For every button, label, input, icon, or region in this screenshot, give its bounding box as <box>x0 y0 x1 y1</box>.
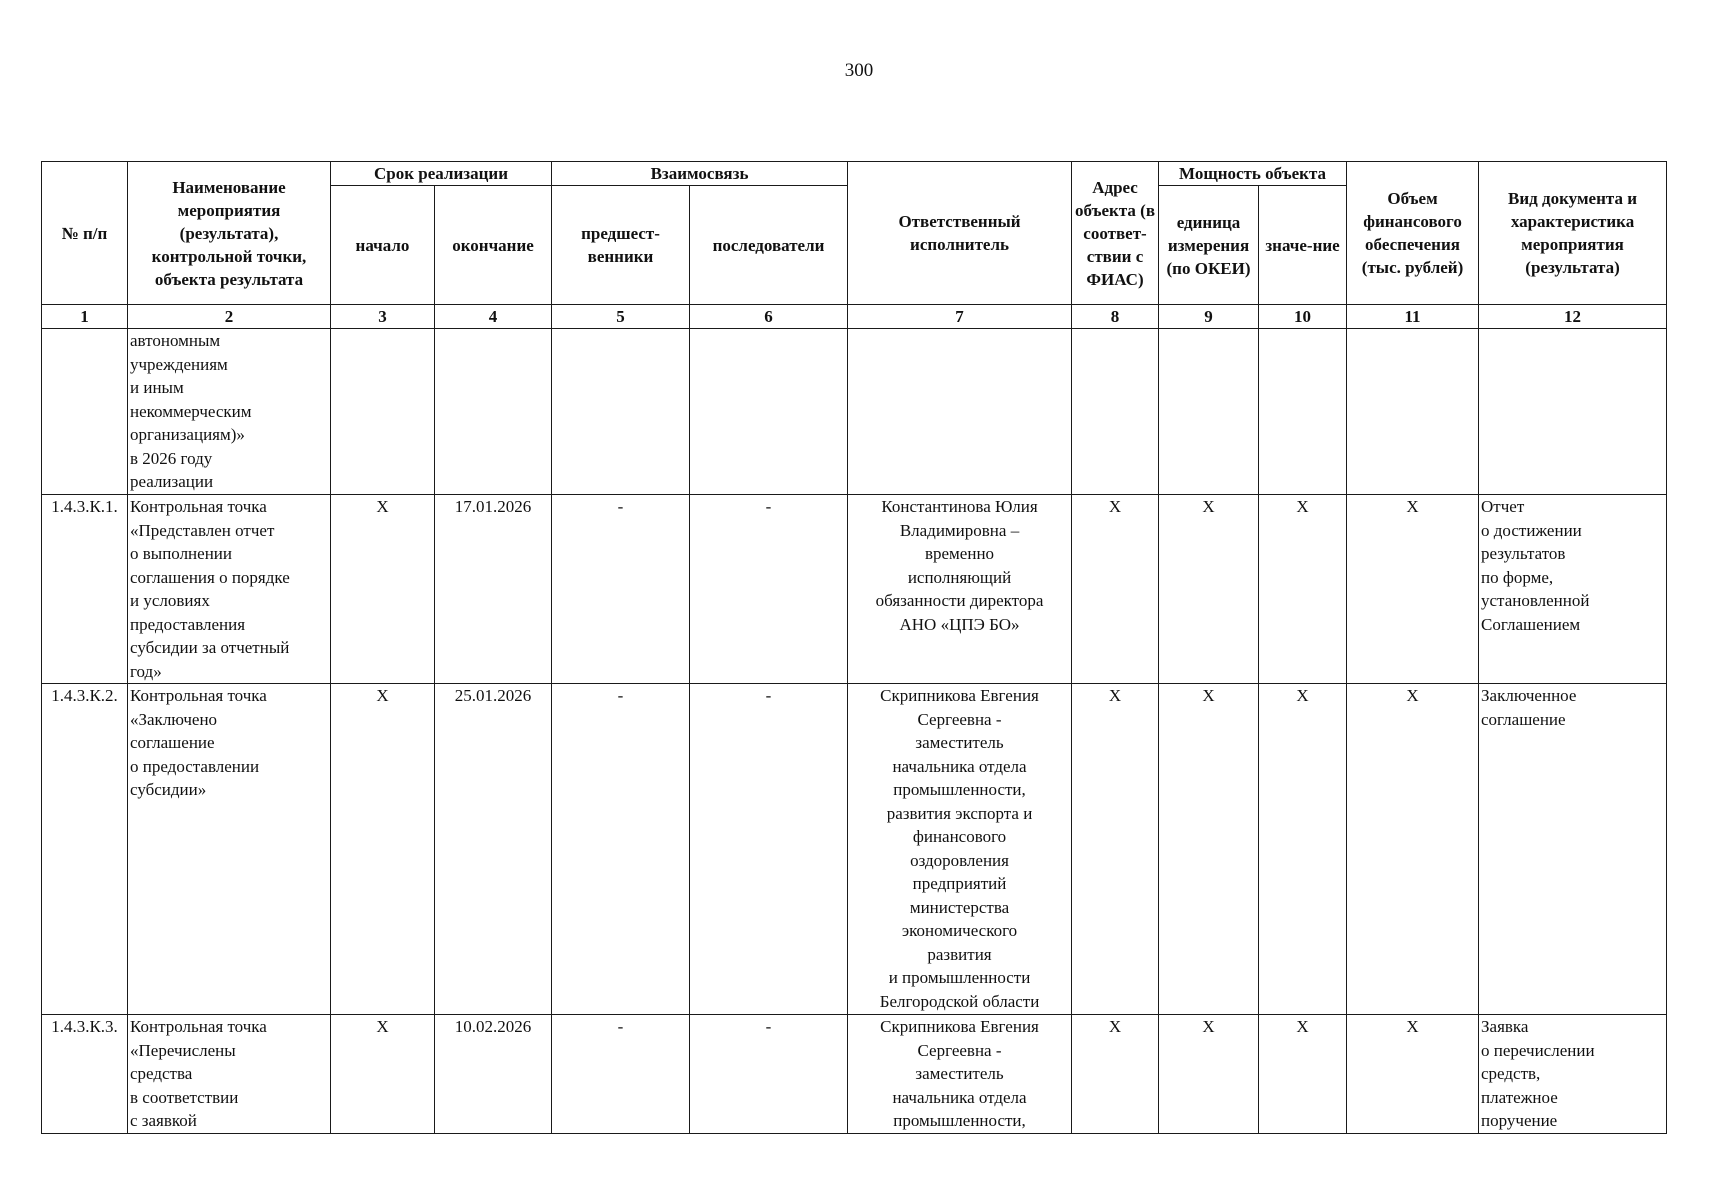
row-start: X <box>331 684 435 1015</box>
column-number: 8 <box>1072 305 1159 329</box>
row-num: 1.4.3.К.2. <box>42 684 128 1015</box>
row-successors: - <box>690 684 848 1015</box>
header-doc-type: Вид документа и характеристика мероприятия (результата) <box>1479 162 1667 305</box>
row-start: X <box>331 495 435 684</box>
table-header <box>42 162 1667 329</box>
header-predecessors: предшест-венники <box>552 186 690 305</box>
column-number: 3 <box>331 305 435 329</box>
row-finance: X <box>1347 684 1479 1015</box>
row-address: X <box>1072 495 1159 684</box>
row-value <box>1259 329 1347 495</box>
column-number: 12 <box>1479 305 1667 329</box>
column-number: 11 <box>1347 305 1479 329</box>
table-row <box>42 495 1667 684</box>
header-term-group: Срок реализации <box>331 162 552 186</box>
column-number: 1 <box>42 305 128 329</box>
header-capacity-group: Мощность объекта <box>1159 162 1347 186</box>
header-start: начало <box>331 186 435 305</box>
header-responsible: Ответственный исполнитель <box>848 162 1072 305</box>
column-number: 5 <box>552 305 690 329</box>
column-number: 9 <box>1159 305 1259 329</box>
row-doc-type: Заключенное соглашение <box>1479 684 1667 1015</box>
row-unit: X <box>1159 495 1259 684</box>
row-predecessors: - <box>552 1015 690 1134</box>
row-responsible: Скрипникова Евгения Сергеевна - заместитель начальника отдела промышленности, <box>848 1015 1072 1134</box>
row-doc-type: Отчет о достижении результатов по форме, установленной Соглашением <box>1479 495 1667 684</box>
table-body <box>42 329 1667 1134</box>
table-row <box>42 1015 1667 1134</box>
row-finance: X <box>1347 495 1479 684</box>
row-responsible <box>848 329 1072 495</box>
row-value: X <box>1259 684 1347 1015</box>
header-num: № п/п <box>42 162 128 305</box>
row-address: X <box>1072 1015 1159 1134</box>
column-number: 7 <box>848 305 1072 329</box>
row-name: Контрольная точка «Перечислены средства в соответствии с заявкой <box>128 1015 331 1134</box>
column-number: 2 <box>128 305 331 329</box>
header-successors: последователи <box>690 186 848 305</box>
row-end: 10.02.2026 <box>435 1015 552 1134</box>
row-num <box>42 329 128 495</box>
row-end: 25.01.2026 <box>435 684 552 1015</box>
row-successors <box>690 329 848 495</box>
row-end <box>435 329 552 495</box>
row-name: Контрольная точка «Заключено соглашение о предоставлении субсидии» <box>128 684 331 1015</box>
row-predecessors: - <box>552 495 690 684</box>
row-responsible: Константинова Юлия Владимировна – временно исполняющий обязанности директора АНО «ЦПЭ БО» <box>848 495 1072 684</box>
row-doc-type <box>1479 329 1667 495</box>
row-num: 1.4.3.К.1. <box>42 495 128 684</box>
row-unit: X <box>1159 684 1259 1015</box>
row-unit: X <box>1159 1015 1259 1134</box>
row-finance: X <box>1347 1015 1479 1134</box>
row-address <box>1072 329 1159 495</box>
row-start: X <box>331 1015 435 1134</box>
column-number: 6 <box>690 305 848 329</box>
row-name: Контрольная точка «Представлен отчет о выполнении соглашения о порядке и условиях предоставления субсидии за отчетный год» <box>128 495 331 684</box>
header-finance: Объем финансового обеспечения (тыс. рублей) <box>1347 162 1479 305</box>
page-number: 300 <box>844 60 874 81</box>
column-number: 10 <box>1259 305 1347 329</box>
row-predecessors: - <box>552 684 690 1015</box>
row-address: X <box>1072 684 1159 1015</box>
row-start <box>331 329 435 495</box>
header-link-group: Взаимосвязь <box>552 162 848 186</box>
row-value: X <box>1259 1015 1347 1134</box>
header-address: Адрес объекта (в соответ-ствии с ФИАС) <box>1072 162 1159 305</box>
header-value: значе-ние <box>1259 186 1347 305</box>
header-name: Наименование мероприятия (результата), контрольной точки, объекта результата <box>128 162 331 305</box>
column-number: 4 <box>435 305 552 329</box>
table-row <box>42 684 1667 1015</box>
row-responsible: Скрипникова Евгения Сергеевна - заместитель начальника отдела промышленности, развития экспорта и финансового оздоровления предприятий министерства экономического развития и промышленности Белгородской области <box>848 684 1072 1015</box>
header-unit: единица измерения (по ОКЕИ) <box>1159 186 1259 305</box>
row-successors: - <box>690 495 848 684</box>
header-end: окончание <box>435 186 552 305</box>
row-predecessors <box>552 329 690 495</box>
row-name: автономным учреждениям и иным некоммерческим организациям)» в 2026 году реализации <box>128 329 331 495</box>
row-unit <box>1159 329 1259 495</box>
row-successors: - <box>690 1015 848 1134</box>
row-finance <box>1347 329 1479 495</box>
row-num: 1.4.3.К.3. <box>42 1015 128 1134</box>
table-row <box>42 329 1667 495</box>
row-value: X <box>1259 495 1347 684</box>
plan-table <box>41 161 1667 1134</box>
row-end: 17.01.2026 <box>435 495 552 684</box>
row-doc-type: Заявка о перечислении средств, платежное поручение <box>1479 1015 1667 1134</box>
